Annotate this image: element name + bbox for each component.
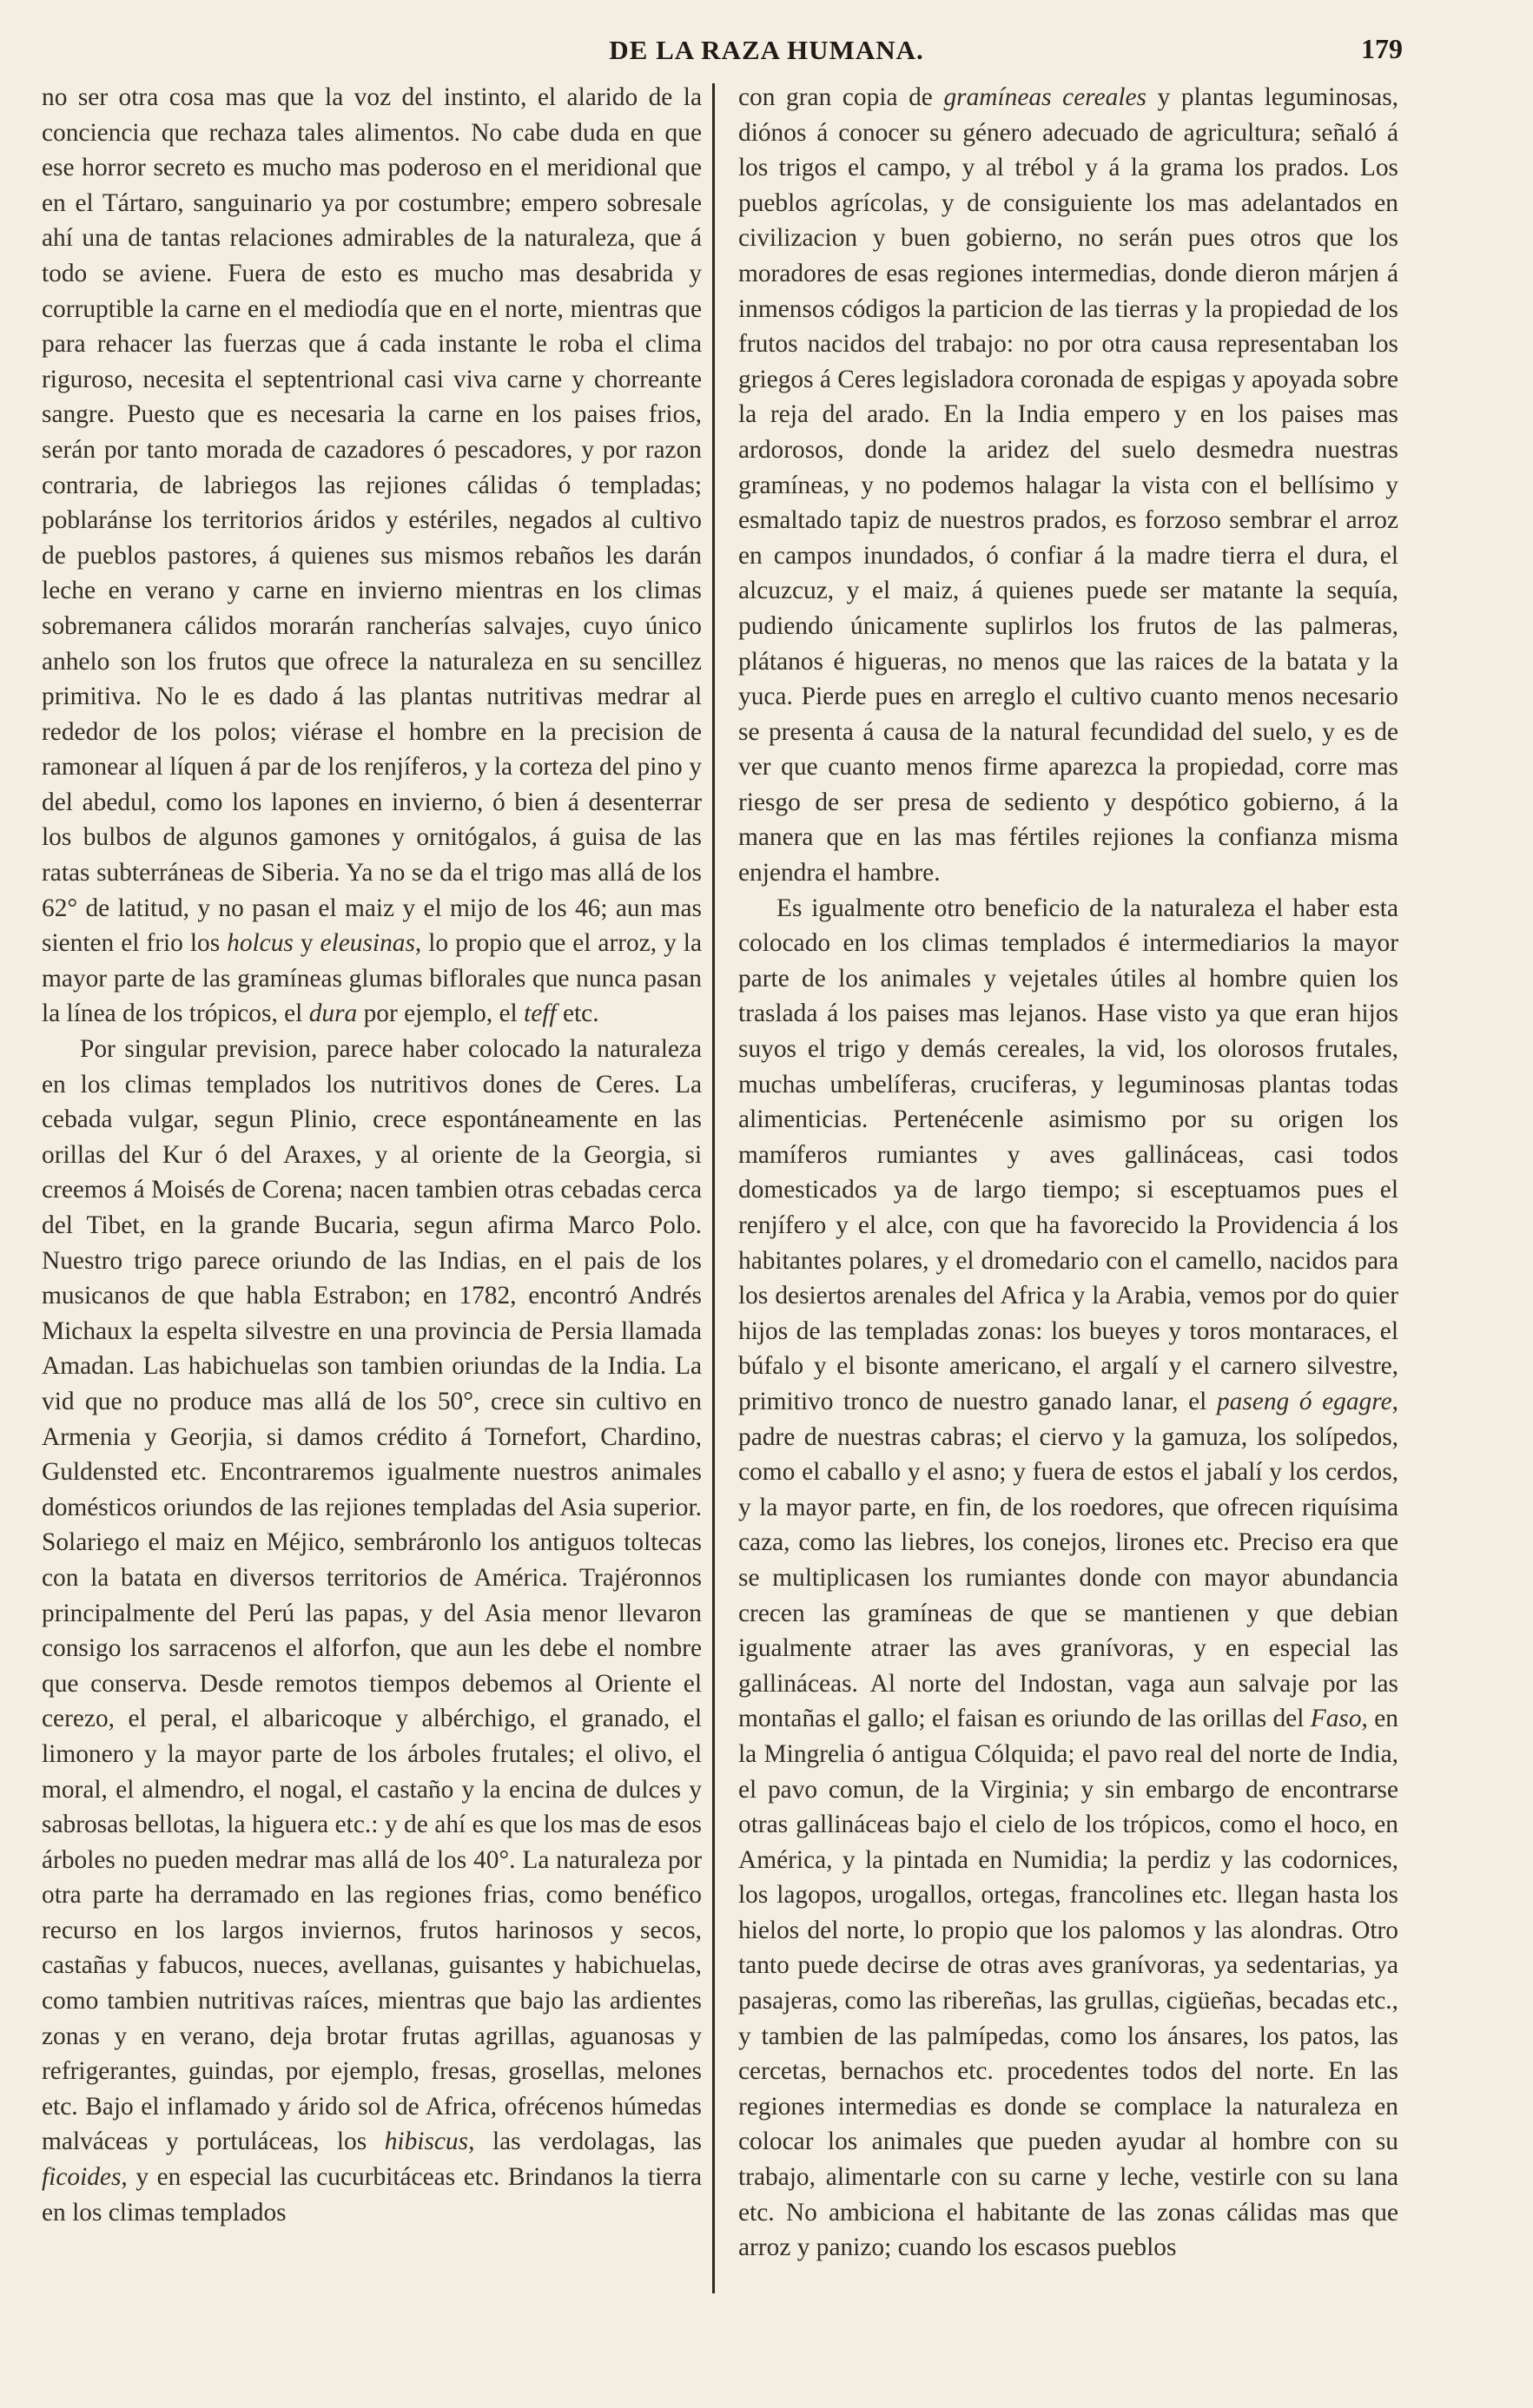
right-p2-start: Es igualmente otro beneficio de la naturaleza el haber esta colocado en los climas templados é intermediarios la mayor parte de los animales y vejetales útiles al hombre quien los traslada á los paises mas lejanos. Hase visto ya que eran hijos suyos el trigo y demás cereales, la vid, los olorosos frutales, muchas umbelíferas, cruciferas, y leguminosas plantas todas alimenticias. Pertenécenle asimismo por su origen los mamíferos rumiantes y aves gallináceas, casi todos domesticados ya de largo tiempo; si esceptuamos pues el renjífero y el alce, con que ha favorecido la Providencia á los habitantes polares, y el dromedario con el camello, nacidos para los desiertos arenales del Africa y la Arabia, vemos por do quier hijos de las templadas zonas: los bueyes y toros montaraces, el búfalo y el bisonte americano, el argalí y el carnero silvestre, primitivo tronco de nuestro ganado lanar, el: [738, 894, 1398, 1415]
page-header: [0, 35, 1533, 69]
right-p2-rest: , padre de nuestras cabras; el ciervo y la gamuza, los solípedos, como el caballo y el asno; y fuera de estos el jabalí y los cerdos, y la mayor parte, en fin, de los roedores, que ofrecen riquísima caza, como las liebres, los conejos, lirones etc. Preciso era que se multiplicasen los rumiantes donde con mayor abundancia crecen las gramíneas de que se mantienen y que debian igualmente atraer las aves granívoras, y en especial las gallináceas. Al norte del Indostan, vaga aun salvaje por las montañas el gallo; el faisan es oriundo de las orillas del: [738, 1387, 1398, 1733]
left-p1-em-teff: teff: [524, 999, 557, 1028]
left-p1-em-eleusinas: eleusinas: [320, 929, 415, 958]
left-p2-mid-1: , las verdolagas, las: [468, 2128, 702, 2156]
right-paragraph-2: [738, 891, 1398, 2266]
left-p2-end: , y en especial las cucurbitáceas etc. Brindanos la tierra en los climas templados: [42, 2163, 702, 2227]
left-p2-em-ficoides: ficoides: [42, 2163, 122, 2192]
running-head: DE LA RAZA HUMANA.: [609, 35, 924, 65]
column-divider: [712, 83, 715, 2293]
left-paragraph-2: [42, 1032, 702, 2230]
left-paragraph-1: [42, 80, 702, 1032]
left-p2-em-hibiscus: hibiscus: [384, 2128, 469, 2156]
left-p2-text: Por singular prevision, parece haber colocado la naturaleza en los climas templados los nutritivos dones de Ceres. La cebada vulgar, segun Plinio, crece espontáneamente en las orillas del Kur ó del Araxes, y al oriente de la Georgia, si creemos á Moisés de Corena; nacen tambien otras cebadas cerca del Tibet, en la grande Bucaria, segun afirma Marco Polo. Nuestro trigo parece oriundo de las Indias, en el pais de los musicanos de que habla Estrabon; en 1782, encontró Andrés Michaux la espelta silvestre en una provincia de Persia llamada Amadan. Las habichuelas son tambien oriundas de la India. La vid que no produce mas allá de los 50°, crece sin cultivo en Armenia y Georjia, si damos crédito á Tornefort, Chardino, Guldensted etc. Encontraremos igualmente nuestros animales domésticos oriundos de las rejiones templadas del Asia superior. Solariego el maiz en Méjico, sembráronlo los antiguos toltecas con la batata en diversos territorios de América. Trajéronnos principalmente del Perú las papas, y del Asia menor llevaron consigo los sarracenos el alforfon, que aun les debe el nombre que conserva. Desde remotos tiempos debemos al Oriente el cerezo, el peral, el albaricoque y albérchigo, el granado, el limonero y la mayor parte de los árboles frutales; el olivo, el moral, el almendro, el nogal, el castaño y la encina de dulces y sabrosas bellotas, la higuera etc.: y de ahí es que los mas de esos árboles no pueden medrar mas allá de los 40°. La naturaleza por otra parte ha derramado en las regiones frias, como benéfico recurso en los largos inviernos, frutos harinosos y secos, castañas y fabucos, nueces, avellanas, guisantes y habichuelas, como tambien nutritivas raíces, mientras que bajo las ardientes zonas y en verano, deja brotar frutas agrillas, aguanosas y refrigerantes, guindas, por ejemplo, fresas, grosellas, melones etc. Bajo el inflamado y árido sol de Africa, ofrécenos húmedas malváceas y portuláceas, los: [42, 1035, 702, 2156]
left-column: [42, 80, 702, 2303]
left-p1-end: etc.: [556, 999, 599, 1028]
left-p1-em-dura: dura: [308, 999, 358, 1028]
left-p1-text: no ser otra cosa mas que la voz del instinto, el alarido de la conciencia que rechaza tales alimentos. No cabe duda en que ese horror secreto es mucho mas poderoso en el meridional que en el Tártaro, sanguinario ya por costumbre; empero sobresale ahí una de tantas relaciones admirables de la naturaleza, que á todo se aviene. Fuera de esto es mucho mas desabrida y corruptible la carne en el mediodía que en el norte, mientras que para rehacer las fuerzas que á cada instante le roba el clima riguroso, necesita el septentrional casi viva carne y chorreante sangre. Puesto que es necesaria la carne en los paises frios, serán por tanto morada de cazadores ó pescadores, y por razon contraria, de labriegos las rejiones cálidas ó templadas; poblaránse los territorios áridos y estériles, negados al cultivo de pueblos pastores, á quienes sus mismos rebaños les darán leche en verano y carne en invierno mientras en los climas sobremanera cálidos morarán rancherías salvajes, cuyo único anhelo son los frutos que ofrece la naturaleza en su sencillez primitiva. No le es dado á las plantas nutritivas medrar al rededor de los polos; viérase el hombre en la precision de ramonear al líquen á par de los renjíferos, y la corteza del pino y del abedul, como los lapones en invierno, ó bien á desenterrar los bulbos de algunos gamones y ornitógalos, á guisa de las ratas subterráneas de Siberia. Ya no se da el trigo mas allá de los 62° de latitud, y no pasan el maiz y el mijo de los 46; aun mas sienten el frio los: [42, 83, 702, 958]
right-column: [738, 80, 1398, 2303]
left-p1-em-holcus: holcus: [227, 929, 294, 958]
right-p2-em-paseng: paseng ó egagre: [1216, 1387, 1392, 1415]
left-p1-mid-3: por ejemplo, el: [357, 999, 525, 1028]
right-p1-em-gramineas: gramíneas cereales: [943, 83, 1146, 111]
right-p2-em-faso: Faso: [1310, 1705, 1362, 1733]
left-p1-mid-1: y: [293, 929, 320, 958]
right-p1-start: con gran copia de: [738, 83, 944, 111]
page-number: 179: [1361, 33, 1403, 64]
right-p1-rest: y plantas leguminosas, diónos á conocer su género adecuado de agricultura; señaló á los trigos el campo, y al trébol y á la grama los prados. Los pueblos agrícolas, y de consiguiente los mas adelantados en civilizacion y buen gobierno, no serán pues otros que los moradores de esas regiones intermedias, donde dieron márjen á inmensos códigos la particion de las tierras y la propiedad de los frutos nacidos del trabajo: no por otra causa representaban los griegos á Ceres legisladora coronada de espigas y apoyada sobre la reja del arado. En la India empero y en los paises mas ardorosos, donde la aridez del suelo desmedra nuestras gramíneas, y no podemos halagar la vista con el bellísimo y esmaltado tapiz de nuestros prados, es forzoso sembrar el arroz en campos inundados, ó confiar á la madre tierra el dura, el alcuzcuz, y el maiz, á quienes puede ser matante la sequía, pudiendo únicamente suplirlos los frutos de las palmeras, plátanos é higueras, no menos que las raices de la batata y la yuca. Pierde pues en arreglo el cultivo cuanto menos necesario se presenta á causa de la natural fecundidad del suelo, y es de ver que cuanto menos firme aparezca la propiedad, corre mas riesgo de ser presa de sediento y despótico gobierno, á la manera que en las mas fértiles rejiones la confianza misma enjendra el hambre.: [738, 83, 1398, 887]
right-paragraph-1: [738, 80, 1398, 891]
left-p1-mid-2: , lo propio que el arroz, y la mayor parte de las gramíneas glumas biflorales que nunca pasan la línea de los trópicos, el: [42, 929, 702, 1028]
right-p2-end: , en la Mingrelia ó antigua Cólquida; el pavo real del norte de India, el pavo comun, de la Virginia; y sin embargo de encontrarse otras gallináceas bajo el cielo de los trópicos, como el hoco, en América, y la pintada en Numidia; la perdiz y las codornices, los lagopos, urogallos, ortegas, francolines etc. llegan hasta los hielos del norte, lo propio que los palomos y las alondras. Otro tanto puede decirse de otras aves granívoras, ya sedentarias, ya pasajeras, como las ribereñas, las grullas, cigüeñas, becadas etc., y tambien de las palmípedas, como los ánsares, los patos, las cercetas, bernachos etc. procedentes todos del norte. En las regiones intermedias es donde se complace la naturaleza en colocar los animales que pueden ayudar al hombre con su trabajo, alimentarle con su carne y leche, vestirle con su lana etc. No ambiciona el habitante de las zonas cálidas mas que arroz y panizo; cuando los escasos pueblos: [738, 1705, 1398, 2262]
